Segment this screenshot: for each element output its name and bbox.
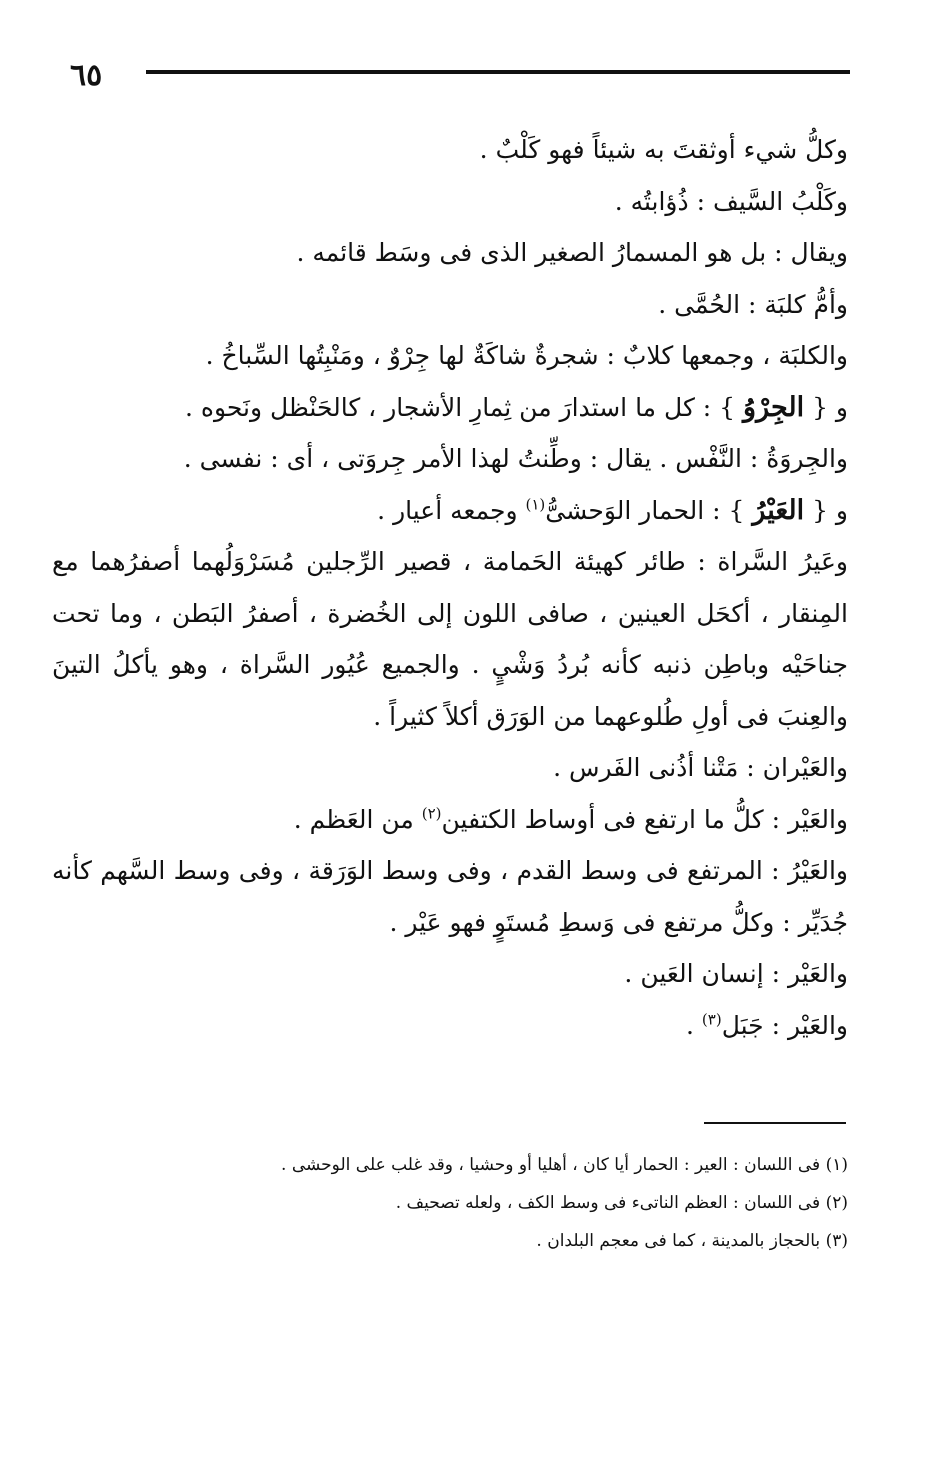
entry-definition-cont: وجمعه أعيار . bbox=[377, 495, 526, 525]
entry-headword: الجِرْوُ bbox=[743, 391, 805, 423]
text-line: والعَيْران : مَتْنا أذُنى الفَرس . bbox=[553, 753, 848, 782]
page-header bbox=[60, 52, 850, 92]
entry-definition: } : الحمار الوَحشىُّ bbox=[545, 495, 753, 525]
text-segment: . bbox=[686, 1010, 702, 1040]
text-segment: من العَظم . bbox=[293, 804, 422, 834]
entry-definition: } : كل ما استدارَ من ثِمارِ الأشجار ، كالحَنْظل ونَحوه . bbox=[184, 392, 744, 422]
footnote-ref: (١) bbox=[525, 495, 546, 514]
entry-line bbox=[52, 485, 848, 537]
footnote-rule bbox=[704, 1122, 846, 1124]
entry-prefix: و { bbox=[804, 392, 848, 422]
text-line bbox=[52, 1000, 848, 1052]
footnote: (٢) فى اللسان : العظم الناتىء فى وسط الكف ، ولعله تصحيف . bbox=[395, 1193, 848, 1213]
entry-headword: العَيْرُ bbox=[752, 494, 805, 526]
footnote-ref: (٣) bbox=[701, 1010, 722, 1029]
text-paragraph: والعَيْرُ : المرتفع فى وسط القدم ، وفى وسط الوَرَقة ، وفى وسط السَّهم كأنه جُدَيِّر : وكلُّ مرتفع فى وَسطِ مُستَوٍ فهو عَيْر . bbox=[52, 856, 848, 937]
text-line bbox=[52, 794, 848, 846]
page-number: ٦٥ bbox=[70, 58, 103, 93]
footnotes bbox=[52, 1146, 848, 1260]
main-text bbox=[52, 124, 848, 1051]
text-line: والعَيْر : إنسان العَين . bbox=[624, 959, 848, 988]
entry-prefix: و { bbox=[804, 495, 848, 525]
entry-line bbox=[52, 382, 848, 434]
text-line: والجِروَةُ : النَّفْس . يقال : وطِّنتُ لهذا الأمر جِروَتى ، أى : نفسى . bbox=[183, 444, 848, 473]
text-line: وأمُّ كلبَة : الحُمَّى . bbox=[658, 289, 848, 319]
footnote-ref: (٢) bbox=[421, 804, 442, 823]
text-segment: والعَيْر : جَبَل bbox=[721, 1010, 848, 1040]
text-segment: والعَيْر : كلُّ ما ارتفع فى أوساط الكتفين bbox=[441, 804, 848, 834]
text-line: وكلُّ شيء أوثقتَ به شيئاً فهو كَلْبٌ . bbox=[479, 135, 848, 164]
text-line: ويقال : بل هو المسمارُ الصغير الذى فى وسَط قائمه . bbox=[296, 238, 848, 267]
text-paragraph: وعَيرُ السَّراة : طائر كهيئة الحَمامة ، قصير الرِّجلين مُسَرْوَلُهما أصفرُهما مع المِنقار ، أكحَل العينين ، صافى اللون إلى الخُضرة ، أصفرُ البَطن ، وما تحت جناحَيْه وباطِن ذنبه كأنه بُردُ وَشْيٍ . والجميع عُيُور السَّراة ، وهو يأكلُ التينَ والعِنبَ فى أولِ طُلوعهما من الوَرَق أكلاً كثيراً . bbox=[52, 547, 848, 731]
header-rule bbox=[146, 70, 850, 74]
text-line: والكلبَة ، وجمعها كلابٌ : شجرةٌ شاكَةٌ لها جِرْوٌ ، ومَنْبِتُها السِّباخُ . bbox=[205, 341, 848, 370]
footnote: (١) فى اللسان : العير : الحمار أيا كان ، أهليا أو وحشيا ، وقد غلب على الوحشى . bbox=[281, 1155, 848, 1175]
text-line: وكَلْبُ السَّيف : ذُؤابتُه . bbox=[614, 186, 848, 216]
footnote: (٣) بالحجاز بالمدينة ، كما فى معجم البلدان . bbox=[536, 1231, 848, 1251]
